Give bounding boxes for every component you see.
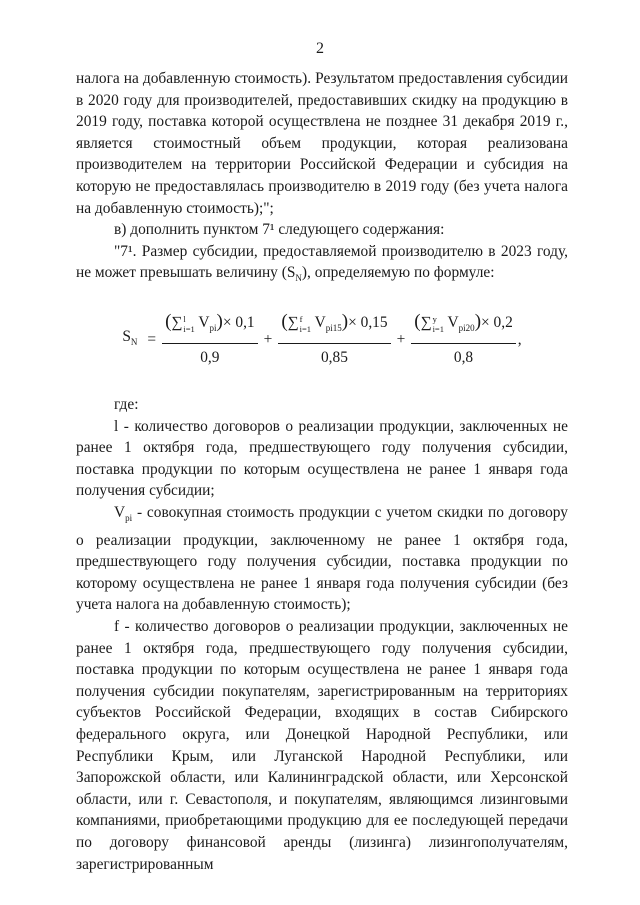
formula-term-3: (∑ y i=1 $V_{pi20})\times 0,2$ 0,8 xyxy=(411,311,516,368)
paragraph-subsidy-size xyxy=(76,241,568,290)
paragraph-1: налога на добавленную стоимость). Результатом предоставления субсидии в 2020 году для производителей, предоставивших скидку на продукцию в 2019 году, поставка которой осуществлена не позднее 31 декабря 2019 г., является стоимостный объем продукции, которая реализована производителем на территории Российской Федерации и субсидия на которую не предоставлялась производителю в 2019 году (без учета налога на добавленную стоимость);"; xyxy=(76,70,568,217)
paragraph-f-definition: f - количество договоров о реализации продукции, заключенных не ранее 1 октября года, предшествующего году получения субсидии, поставка продукции по которым осуществлена не ранее 1 января года получения субсидии покупателям, зарегистрированным на территориях субъектов Российской Федерации, входящих в состав Сибирского федерального округа, или Донецкой Народной Республики, или Республики Крым, или Луганской Народной Республики, или Запорожской области, или Калининградской области, или Херсонской области, или г. Севастополя, и покупателям, являющимся лизинговыми компаниями, приобретающими продукцию для ее последующей передачи по договору финансовой аренды (лизинга) лизингополучателям, зарегистрированным xyxy=(76,618,568,873)
formula-lhs: $S_N$ xyxy=(122,328,138,348)
subsidy-size-end: ), определяемую по формуле: xyxy=(301,264,495,282)
formula-plus-1: + xyxy=(263,331,273,349)
formula-term-2: (∑ f i=1 $V_{pi15})\times 0,15$ 0,85 xyxy=(278,311,390,368)
paragraph-where: где: xyxy=(114,396,139,414)
paragraph-l-definition: l - количество договоров о реализации продукции, заключенных не ранее 1 октября года, предшествующего году получения субсидии, поставка продукции по которым осуществлена не ранее 1 января года получения субсидии; xyxy=(76,417,568,500)
subsidy-size-text: "7¹. Размер субсидии, предоставляемой производителю в 2023 году, не может превышать величину (S xyxy=(76,242,568,282)
paragraph-v-definition: $V_{pi}$ - совокупная стоимость продукции с учетом скидки по договору о реализации продукции, заключенному не ранее 1 октября года, предшествующего году получения субсидии, поставка продукции по которому осуществлена не ранее 1 января года получения субсидии (без учета налога на добавленную стоимость); xyxy=(76,503,568,614)
formula-plus-2: + xyxy=(396,331,406,349)
formula-equals: = xyxy=(147,331,157,349)
paragraph-amendment: в) дополнить пунктом 7¹ следующего содержания: xyxy=(114,221,445,239)
subsidy-size-sub: N xyxy=(295,273,302,284)
formula xyxy=(76,300,568,380)
formula-tail: , xyxy=(517,331,522,349)
formula-term-1: (∑ l i=1 $V_{pi})\times 0,1$ 0,9 xyxy=(162,311,258,368)
page-number: 2 xyxy=(316,40,324,57)
document-body xyxy=(76,68,568,875)
